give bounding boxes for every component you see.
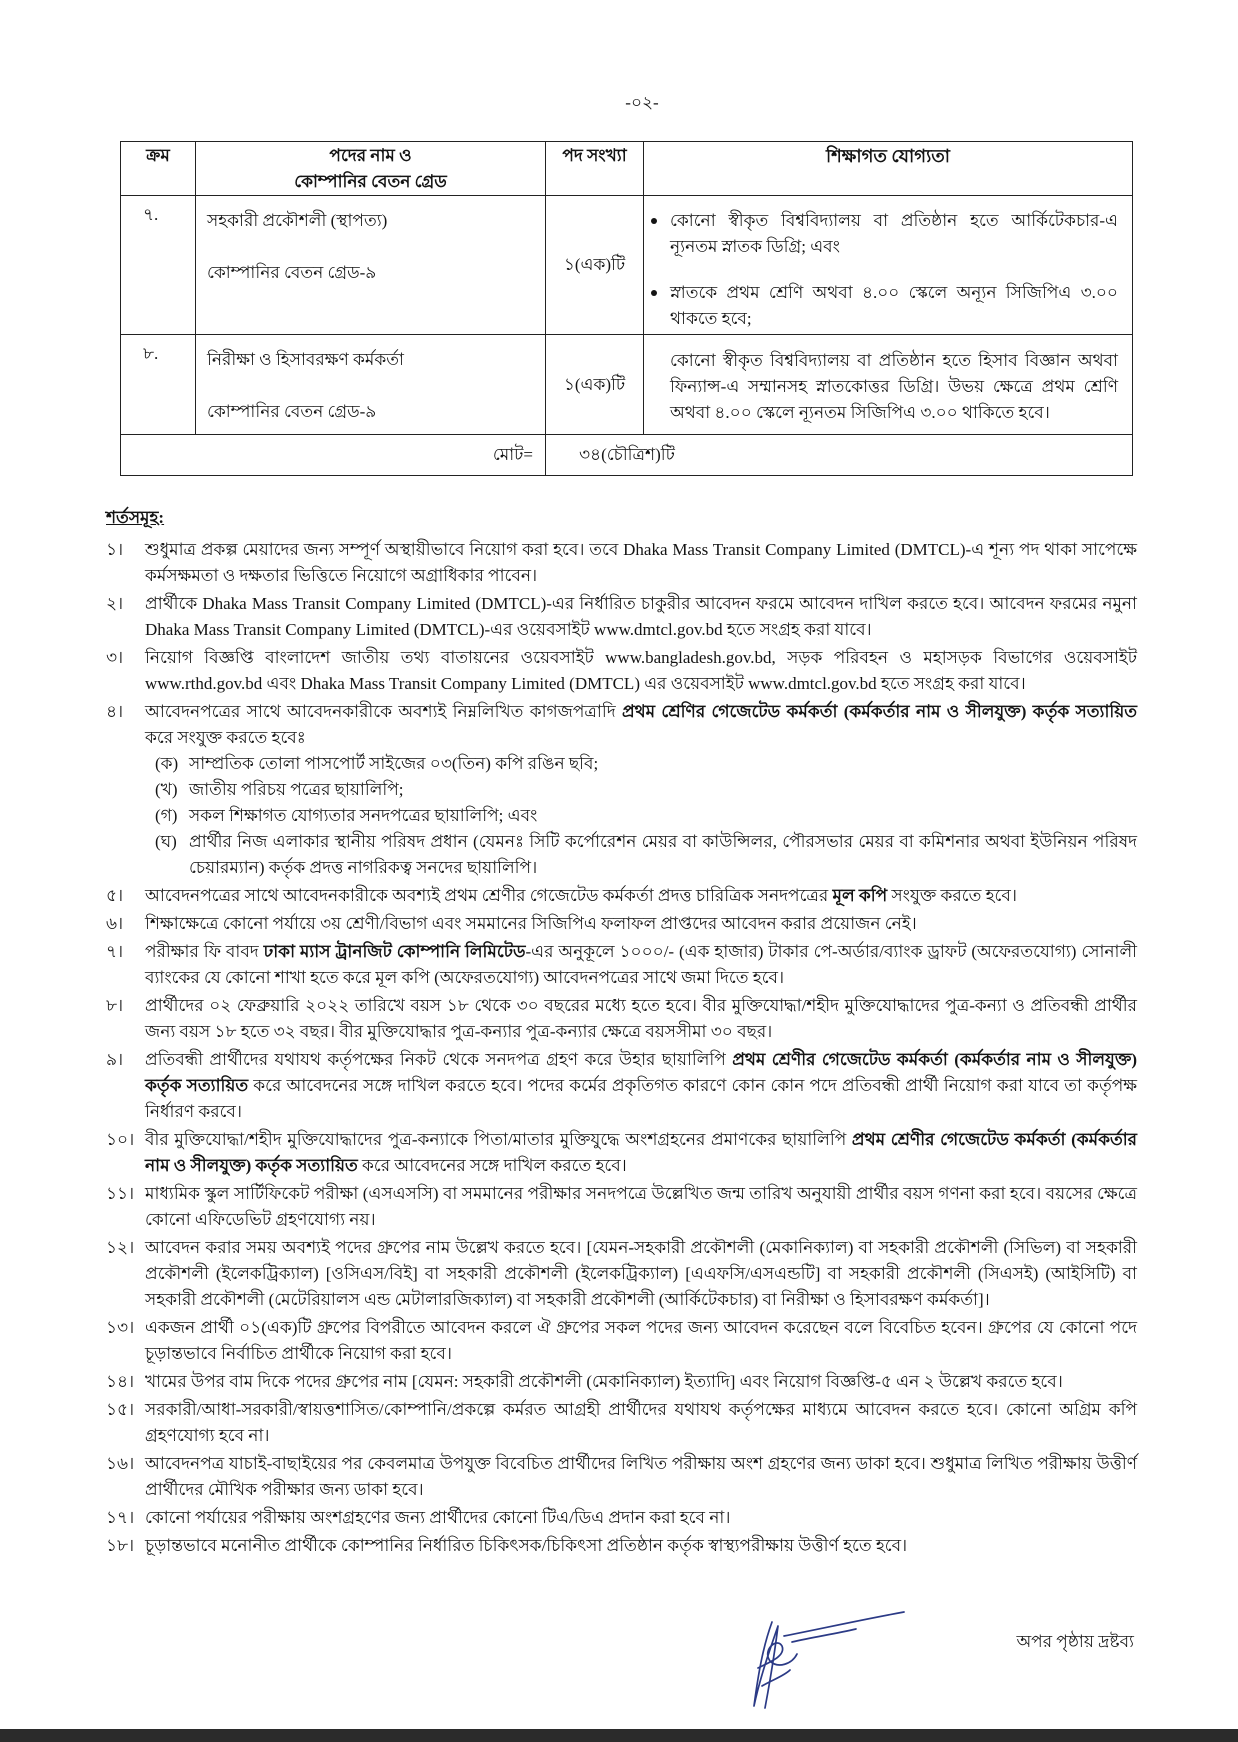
continued-note: অপর পৃষ্ঠায় দ্রষ্টব্য (1016, 1632, 1134, 1651)
condition-text: আবেদনপত্র যাচাই-বাছাইয়ের পর কেবলমাত্র উপযুক্ত বিবেচিত প্রার্থীদের লিখিত পরীক্ষায় অংশ গ্রহণের জন্য ডাকা হবে। শুধুমাত্র লিখিত পরীক্ষায় উত্তীর্ণ প্রার্থীদের মৌখিক পরীক্ষার জন্য ডাকা হবে। (145, 1454, 1137, 1499)
condition-text-part: করে সংযুক্ত করতে হবেঃ (145, 728, 306, 747)
condition-number: ২। (106, 594, 124, 613)
condition-item (106, 1047, 1137, 1125)
condition-number: ৯। (106, 1050, 124, 1069)
condition-number: ১৮। (106, 1536, 135, 1555)
condition-emphasis: মূল কপি (832, 886, 888, 905)
condition-text-part: করে আবেদনের সঙ্গে দাখিল করতে হবে। (362, 1156, 627, 1175)
condition-item (106, 699, 1137, 881)
total-value: ৩৪(চৌত্রিশ)টি (546, 435, 1133, 476)
condition-item (106, 1533, 1137, 1559)
condition-number: ৬। (106, 914, 124, 933)
condition-text: একজন প্রার্থী ০১(এক)টি গ্রুপের বিপরীতে আবেদন করলে ঐ গ্রুপের সকল পদের জন্য আবেদন করেছেন বলে বিবেচিত হবেন। গ্রুপের যে কোনো পদে চূড়ান্তভাবে নির্বাচিত প্রার্থীকে নিয়োগ করা হবে। (145, 1318, 1137, 1363)
condition-emphasis: প্রথম শ্রেণীর গেজেটেড কর্মকর্তা (কর্মকর্তার নাম ও সীলযুক্ত) কর্তৃক সত্যায়িত (145, 1050, 1137, 1095)
row-qualification: কোনো স্বীকৃত বিশ্ববিদ্যালয় বা প্রতিষ্ঠান হতে হিসাব বিজ্ঞান অথবা ফিন্যান্স-এ সম্মানসহ স্নাতকোত্তর ডিগ্রি। উভয় ক্ষেত্রে প্রথম শ্রেণি অথবা ৪.০০ স্কেলে ন্যূনতম সিজিপিএ ৩.০০ থাকিতে হবে। (644, 335, 1133, 435)
condition-text: কোনো পর্যায়ের পরীক্ষায় অংশগ্রহণের জন্য প্রার্থীদের কোনো টিএ/ডিএ প্রদান করা হবে না। (145, 1508, 731, 1527)
header-post-line1: পদের নাম ও (329, 146, 412, 165)
condition-text-part: সংযুক্ত করতে হবে। (891, 886, 1017, 905)
header-qualification: শিক্ষাগত যোগ্যতা (644, 142, 1133, 196)
condition-text-part: -এর অনুকূলে ১০০০/- (এক হাজার) টাকার পে-অর্ডার/ব্যাংক ড্রাফট (অফেরতযোগ্য) সোনালী ব্যাংকের যে কোনো শাখা হতে করে মূল কপি (অফেরতযোগ্য) আবেদনপত্রের সাথে জমা দিতে হবে। (145, 942, 1138, 987)
condition-emphasis: প্রথম শ্রেণির গেজেটেড কর্মকর্তা (কর্মকর্তার নাম ও সীলযুক্ত) কর্তৃক সত্যায়িত (621, 702, 1138, 721)
table-total-row (121, 435, 1133, 476)
condition-text (145, 1047, 1137, 1125)
condition-number: ৩। (106, 648, 124, 667)
condition-item (106, 1235, 1137, 1313)
row-serial: ৮. (121, 335, 196, 435)
header-post-line2: কোম্পানির বেতন গ্রেড (294, 172, 447, 191)
document-item (155, 777, 1137, 803)
condition-text: শুধুমাত্র প্রকল্প মেয়াদের জন্য সম্পূর্ণ অস্থায়ীভাবে নিয়োগ করা হবে। তবে Dhaka Mass Transit Company Limited (DMTCL)-এ শূন্য পদ থাকা সাপেক্ষে কর্মসক্ষমতা ও দক্ষতার ভিত্তিতে নিয়োগে অগ্রাধিকার পাবেন। (145, 540, 1137, 585)
table-row (121, 196, 1133, 335)
header-serial: ক্রম (121, 142, 196, 196)
condition-item (106, 1369, 1137, 1395)
scan-edge (0, 1729, 1238, 1742)
condition-text (145, 883, 1137, 909)
pay-grade: কোম্পানির বেতন গ্রেড-৯ (207, 402, 377, 421)
document-label: (ঘ) (155, 832, 177, 851)
document-item (155, 829, 1137, 881)
condition-item (106, 1505, 1137, 1531)
condition-text: আবেদন করার সময় অবশ্যই পদের গ্রুপের নাম উল্লেখ করতে হবে। [যেমন-সহকারী প্রকৌশলী (মেকানিক্যাল) বা সহকারী প্রকৌশলী (সিভিল) বা সহকারী প্রকৌশলী (ইলেকট্রিক্যাল) [ওসিএস/বিই] বা সহকারী প্রকৌশলী (ইলেকট্রিক্যাল) [এএফসি/এসএন্ডটি] বা সহকারী প্রকৌশলী (সিএসই) (আইসিটি) বা সহকারী প্রকৌশলী (মেটেরিয়ালস এন্ড মেটালারজিক্যাল) বা সহকারী প্রকৌশলী (আর্কিটেকচার) বা নিরীক্ষা ও হিসাবরক্ষণ কর্মকর্তা]। (145, 1238, 1137, 1309)
condition-item (106, 993, 1137, 1045)
condition-emphasis: প্রথম শ্রেণীর গেজেটেড কর্মকর্তা (কর্মকর্তার নাম ও সীলযুক্ত) কর্তৃক সত্যায়িত (145, 1130, 1138, 1175)
condition-item (106, 911, 1137, 937)
qualification-text: স্নাতকে প্রথম শ্রেণি অথবা ৪.০০ স্কেলে অন্যূন সিজিপিএ ৩.০০ থাকতে হবে; (670, 283, 1118, 328)
condition-item (106, 939, 1137, 991)
condition-text: সরকারী/আধা-সরকারী/স্বায়ত্তশাসিত/কোম্পানি/প্রকল্পে কর্মরত আগ্রহী প্রার্থীদের যথাযথ কর্তৃপক্ষের মাধ্যমে আবেদন করতে হবে। কোনো অগ্রিম কপি গ্রহণযোগ্য হবে না। (145, 1400, 1137, 1445)
condition-number: ৪। (106, 702, 124, 721)
condition-text: মাধ্যমিক স্কুল সার্টিফিকেট পরীক্ষা (এসএসসি) বা সমমানের পরীক্ষার সনদপত্রে উল্লেখিত জন্ম তারিখ অনুযায়ী প্রার্থীর বয়স গণনা করা হবে। বয়সের ক্ষেত্রে কোনো এফিডেভিট গ্রহণযোগ্য নয়। (145, 1184, 1137, 1229)
document-text: সকল শিক্ষাগত যোগ্যতার সনদপত্রের ছায়ালিপি; এবং (189, 806, 538, 825)
condition-text-part: আবেদনপত্রের সাথে আবেদনকারীকে অবশ্যই নিম্নলিখিত কাগজপত্রাদি (145, 702, 616, 721)
condition-item (106, 537, 1137, 589)
total-label: মোট= (121, 435, 546, 476)
post-name: সহকারী প্রকৌশলী (স্থাপত্য) (207, 211, 388, 230)
condition-number: ১৪। (106, 1372, 135, 1391)
condition-text-part: প্রতিবন্ধী প্রার্থীদের যথাযথ কর্তৃপক্ষের নিকট থেকে সনদপত্র গ্রহণ করে উহার ছায়ালিপি (145, 1050, 726, 1069)
conditions-list (106, 537, 1137, 1561)
qualification-item (670, 208, 1118, 260)
condition-number: ১১। (106, 1184, 135, 1203)
conditions-heading: শর্তসমূহ: (106, 508, 165, 527)
condition-text: প্রার্থীদের ০২ ফেব্রুয়ারি ২০২২ তারিখে বয়স ১৮ থেকে ৩০ বছরের মধ্যে হতে হবে। বীর মুক্তিযোদ্ধা/শহীদ মুক্তিযোদ্ধাদের পুত্র-কন্যা ও প্রতিবন্ধী প্রার্থীর জন্য বয়স ১৮ হতে ৩২ বছর। বীর মুক্তিযোদ্ধার পুত্র-কন্যার পুত্র-কন্যার ক্ষেত্রে বয়সসীমা ৩০ বছর। (145, 996, 1137, 1041)
condition-text: প্রার্থীকে Dhaka Mass Transit Company Limited (DMTCL)-এর নির্ধারিত চাকুরীর আবেদন ফরমে আবেদন দাখিল করতে হবে। আবেদন ফরমের নমুনা Dhaka Mass Transit Company Limited (DMTCL)-এর ওয়েবসাইট www.dmtcl.gov.bd হতে সংগ্রহ করা যাবে। (145, 594, 1137, 639)
condition-number: ৫। (106, 886, 124, 905)
row-post (196, 335, 546, 435)
condition-item (106, 1127, 1137, 1179)
condition-emphasis: ঢাকা ম্যাস ট্রানজিট কোম্পানি লিমিটেড (263, 942, 526, 961)
bullet-icon (651, 290, 657, 296)
posts-table (120, 141, 1133, 476)
condition-number: ১৫। (106, 1400, 135, 1419)
qualification-list (670, 208, 1118, 332)
condition-text-part: আবেদনপত্রের সাথে আবেদনকারীকে অবশ্যই প্রথম শ্রেণীর গেজেটেড কর্মকর্তা প্রদত্ত চারিত্রিক সনদপত্রের (145, 886, 829, 905)
pay-grade: কোম্পানির বেতন গ্রেড-৯ (207, 263, 377, 282)
condition-text (145, 1127, 1137, 1179)
condition-item (106, 1397, 1137, 1449)
post-count: ১(এক)টি (546, 335, 644, 435)
document-list (145, 751, 1137, 881)
row-qualification (644, 196, 1133, 335)
condition-number: ৮। (106, 996, 124, 1015)
bullet-icon (651, 218, 657, 224)
condition-item (106, 591, 1137, 643)
row-post (196, 196, 546, 335)
header-count: পদ সংখ্যা (546, 142, 644, 196)
document-text: জাতীয় পরিচয় পত্রের ছায়ালিপি; (189, 780, 404, 799)
condition-text-part: পরীক্ষার ফি বাবদ (145, 942, 259, 961)
condition-item (106, 1315, 1137, 1367)
condition-item (106, 883, 1137, 909)
document-label: (গ) (155, 806, 178, 825)
condition-number: ১৬। (106, 1454, 135, 1473)
condition-text: শিক্ষাক্ষেত্রে কোনো পর্যায়ে ৩য় শ্রেণী/বিভাগ এবং সমমানের সিজিপিএ ফলাফল প্রাপ্তদের আবেদন করার প্রয়োজন নেই। (145, 914, 917, 933)
document-item (155, 803, 1137, 829)
document-label: (ক) (155, 754, 179, 773)
condition-number: ১৩। (106, 1318, 135, 1337)
document-label: (খ) (155, 780, 178, 799)
post-count: ১(এক)টি (546, 196, 644, 335)
header-post (196, 142, 546, 196)
condition-item (106, 1181, 1137, 1233)
condition-number: ৭। (106, 942, 124, 961)
condition-text (145, 699, 1137, 881)
condition-number: ১২। (106, 1238, 135, 1257)
condition-text: চূড়ান্তভাবে মনোনীত প্রার্থীকে কোম্পানির নির্ধারিত চিকিৎসক/চিকিৎসা প্রতিষ্ঠান কর্তৃক স্বাস্থ্যপরীক্ষায় উত্তীর্ণ হতে হবে। (145, 1536, 908, 1555)
condition-text (145, 939, 1137, 991)
condition-text-part: বীর মুক্তিযোদ্ধা/শহীদ মুক্তিযোদ্ধাদের পুত্র-কন্যাকে পিতা/মাতার মুক্তিযুদ্ধে অংশগ্রহনের প্রমাণকের ছায়ালিপি (145, 1130, 847, 1149)
document-text: সাম্প্রতিক তোলা পাসপোর্ট সাইজের ০৩(তিন) কপি রঙিন ছবি; (189, 754, 599, 773)
condition-number: ১৭। (106, 1508, 135, 1527)
condition-number: ১০। (106, 1130, 135, 1149)
condition-item (106, 645, 1137, 697)
qualification-text: কোনো স্বীকৃত বিশ্ববিদ্যালয় বা প্রতিষ্ঠান হতে আর্কিটেকচার-এ ন্যূনতম স্নাতক ডিগ্রি; এবং (670, 211, 1118, 256)
condition-text-part: করে আবেদনের সঙ্গে দাখিল করতে হবে। পদের কর্মের প্রকৃতিগত কারণে কোন কোন পদে প্রতিবন্ধী প্রার্থী নিয়োগ করা যাবে তা কর্তৃপক্ষ নির্ধারণ করবে। (145, 1076, 1138, 1121)
page-number: -০২- (625, 93, 659, 112)
handwritten-signature-icon (740, 1606, 910, 1716)
post-name: নিরীক্ষা ও হিসাবরক্ষণ কর্মকর্তা (207, 350, 404, 369)
condition-text: খামের উপর বাম দিকে পদের গ্রুপের নাম [যেমন: সহকারী প্রকৌশলী (মেকানিক্যাল) ইত্যাদি] এবং নিয়োগ বিজ্ঞপ্তি-৫ এন ২ উল্লেখ করতে হবে। (145, 1372, 1063, 1391)
table-header-row (121, 142, 1133, 196)
row-serial: ৭. (121, 196, 196, 335)
qualification-item (670, 280, 1118, 332)
condition-item (106, 1451, 1137, 1503)
condition-number: ১। (106, 540, 124, 559)
document-item (155, 751, 1137, 777)
table-row (121, 335, 1133, 435)
document-text: প্রার্থীর নিজ এলাকার স্থানীয় পরিষদ প্রধান (যেমনঃ সিটি কর্পোরেশন মেয়র বা কাউন্সিলর, পৌরসভার মেয়র বা কমিশনার অথবা ইউনিয়ন পরিষদ চেয়ারম্যান) কর্তৃক প্রদত্ত নাগরিকত্ব সনদের ছায়ালিপি। (189, 832, 1137, 877)
condition-text: নিয়োগ বিজ্ঞপ্তি বাংলাদেশ জাতীয় তথ্য বাতায়নের ওয়েবসাইট www.bangladesh.gov.bd, সড়ক পরিবহন ও মহাসড়ক বিভাগের ওয়েবসাইট www.rthd.gov.bd এবং Dhaka Mass Transit Company Limited (DMTCL) এর ওয়েবসাইট www.dmtcl.gov.bd হতে সংগ্রহ করা যাবে। (145, 648, 1137, 693)
